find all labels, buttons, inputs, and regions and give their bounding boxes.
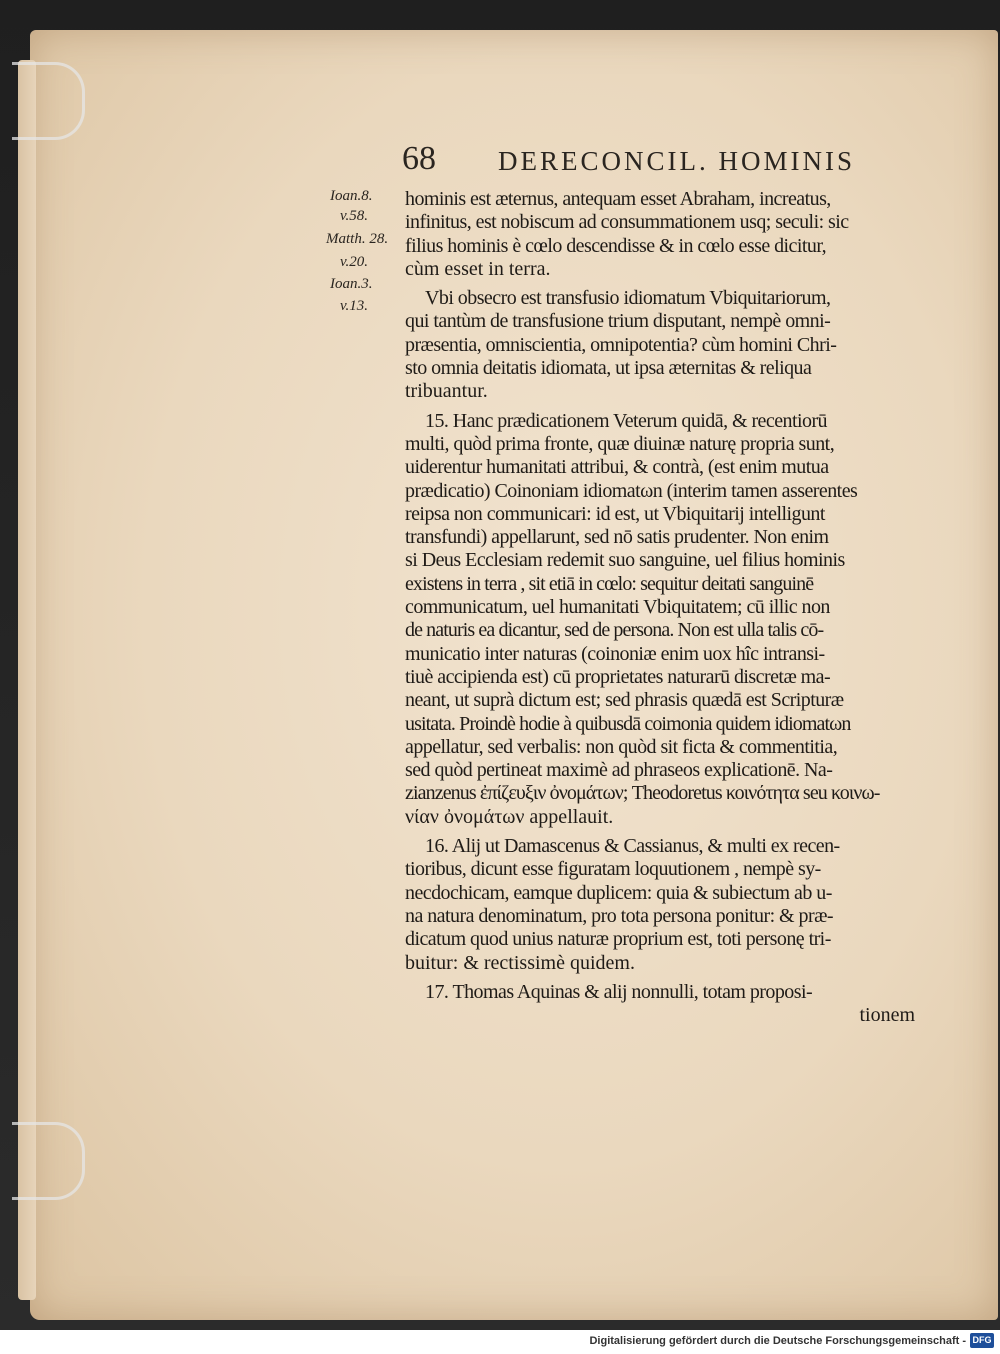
text-line: reipsa non communicari: id est, ut Vbiquitarij intelligunt xyxy=(405,502,825,525)
text-line: buitur: & rectissimè quidem. xyxy=(405,951,635,974)
text-line: appellatur, sed verbalis: non quòd sit ficta & commentitia, xyxy=(405,735,838,758)
page-edge xyxy=(18,60,36,1300)
text-line: transfundi) appellarunt, sed nō satis prudenter. Non enim xyxy=(405,526,829,549)
text-line: existens in terra , sit etiā in cœlo: sequitur deitati sanguinē xyxy=(405,572,814,595)
catchword: tionem xyxy=(859,1004,915,1027)
body-text xyxy=(405,188,925,1027)
margin-ref: v.58. xyxy=(340,208,369,224)
text-line: 16. Alij ut Damascenus & Cassianus, & multi ex recen- xyxy=(425,835,840,858)
text-line: qui tantùm de transfusione trium disputant, nempè omni- xyxy=(405,310,831,333)
text-line: multi, quòd prima fronte, quæ diuinæ naturę propria sunt, xyxy=(405,432,835,455)
text-line: neant, ut suprà dictum est; sed phrasis quædā est Scripturæ xyxy=(405,689,844,712)
text-line: sto omnia deitatis idiomata, ut ipsa æternitas & reliqua xyxy=(405,357,812,380)
text-line: municatio inter naturas (coinoniæ enim uox hîc intransi- xyxy=(405,642,825,665)
margin-ref: Ioan.8. xyxy=(330,188,373,204)
text-line: si Deus Ecclesiam redemit suo sanguine, uel filius hominis xyxy=(405,549,845,572)
text-line: uiderentur humanitati attribui, & contrà, (est enim mutua xyxy=(405,456,829,479)
text-line: na natura denominatum, pro tota persona ponitur: & præ- xyxy=(405,904,833,927)
text-line: zianzenus ἐπίζευξιν ὀνομάτων; Theodoretus κοινότητα seu κοινω- xyxy=(405,782,880,805)
text-line: de naturis ea dicantur, sed de persona. Non est ulla talis cō- xyxy=(405,619,824,642)
margin-ref: Ioan.3. xyxy=(330,276,373,292)
margin-ref: v.13. xyxy=(340,298,369,314)
running-header xyxy=(402,140,872,184)
text-line: usitata. Proindè hodie à quibusdā coimonia quidem idiomatωn xyxy=(405,712,851,735)
text-line: necdochicam, eamque duplicem: quia & subiectum ab u- xyxy=(405,881,832,904)
text-line: hominis est æternus, antequam esset Abraham, increatus, xyxy=(405,188,831,210)
dfg-logo: DFG xyxy=(970,1333,994,1348)
text-line: communicatum, uel humanitati Vbiquitatem; cū illic non xyxy=(405,596,830,619)
text-line: sed quòd pertineat maximè ad phraseos explicationē. Na- xyxy=(405,759,833,782)
text-line: Vbi obsecro est transfusio idiomatum Vbiquitariorum, xyxy=(425,287,831,310)
page-number: 68 xyxy=(402,140,436,177)
text-line: tribuantur. xyxy=(405,380,488,403)
text-line: νίαν ὀνομάτων appellauit. xyxy=(405,805,614,828)
funding-note: Digitalisierung gefördert durch die Deutsche Forschungsgemeinschaft - xyxy=(589,1335,966,1347)
margin-ref: v.20. xyxy=(340,254,369,270)
text-line: 15. Hanc prædicationem Veterum quidā, & recentiorū xyxy=(425,409,828,432)
text-line: infinitus, est nobiscum ad consummationem usq; seculi: sic xyxy=(405,211,849,234)
running-title: DERECONCIL. HOMINIS xyxy=(498,146,855,176)
text-line: præsentia, omniscientia, omnipotentia? cùm homini Chri- xyxy=(405,333,837,356)
text-line: filius hominis è cœlo descendisse & in cœlo esse dicitur, xyxy=(405,234,827,257)
text-line: tiuè accipienda est) cū proprietates naturarū discretæ ma- xyxy=(405,665,831,688)
text-line: tioribus, dicunt esse figuratam loquutionem , nempè sy- xyxy=(405,858,821,881)
text-line: dicatum quod unius naturæ proprium est, toti personę tri- xyxy=(405,928,831,951)
margin-ref: Matth. 28. xyxy=(326,231,389,247)
page-clip-bottom xyxy=(12,1122,85,1200)
text-line: 17. Thomas Aquinas & alij nonnulli, totam proposi- xyxy=(425,980,813,1003)
text-line: cùm esset in terra. xyxy=(405,257,551,280)
page-clip-top xyxy=(12,62,85,140)
text-line: prædicatio) Coinoniam idiomatωn (interim tamen asserentes xyxy=(405,479,858,502)
